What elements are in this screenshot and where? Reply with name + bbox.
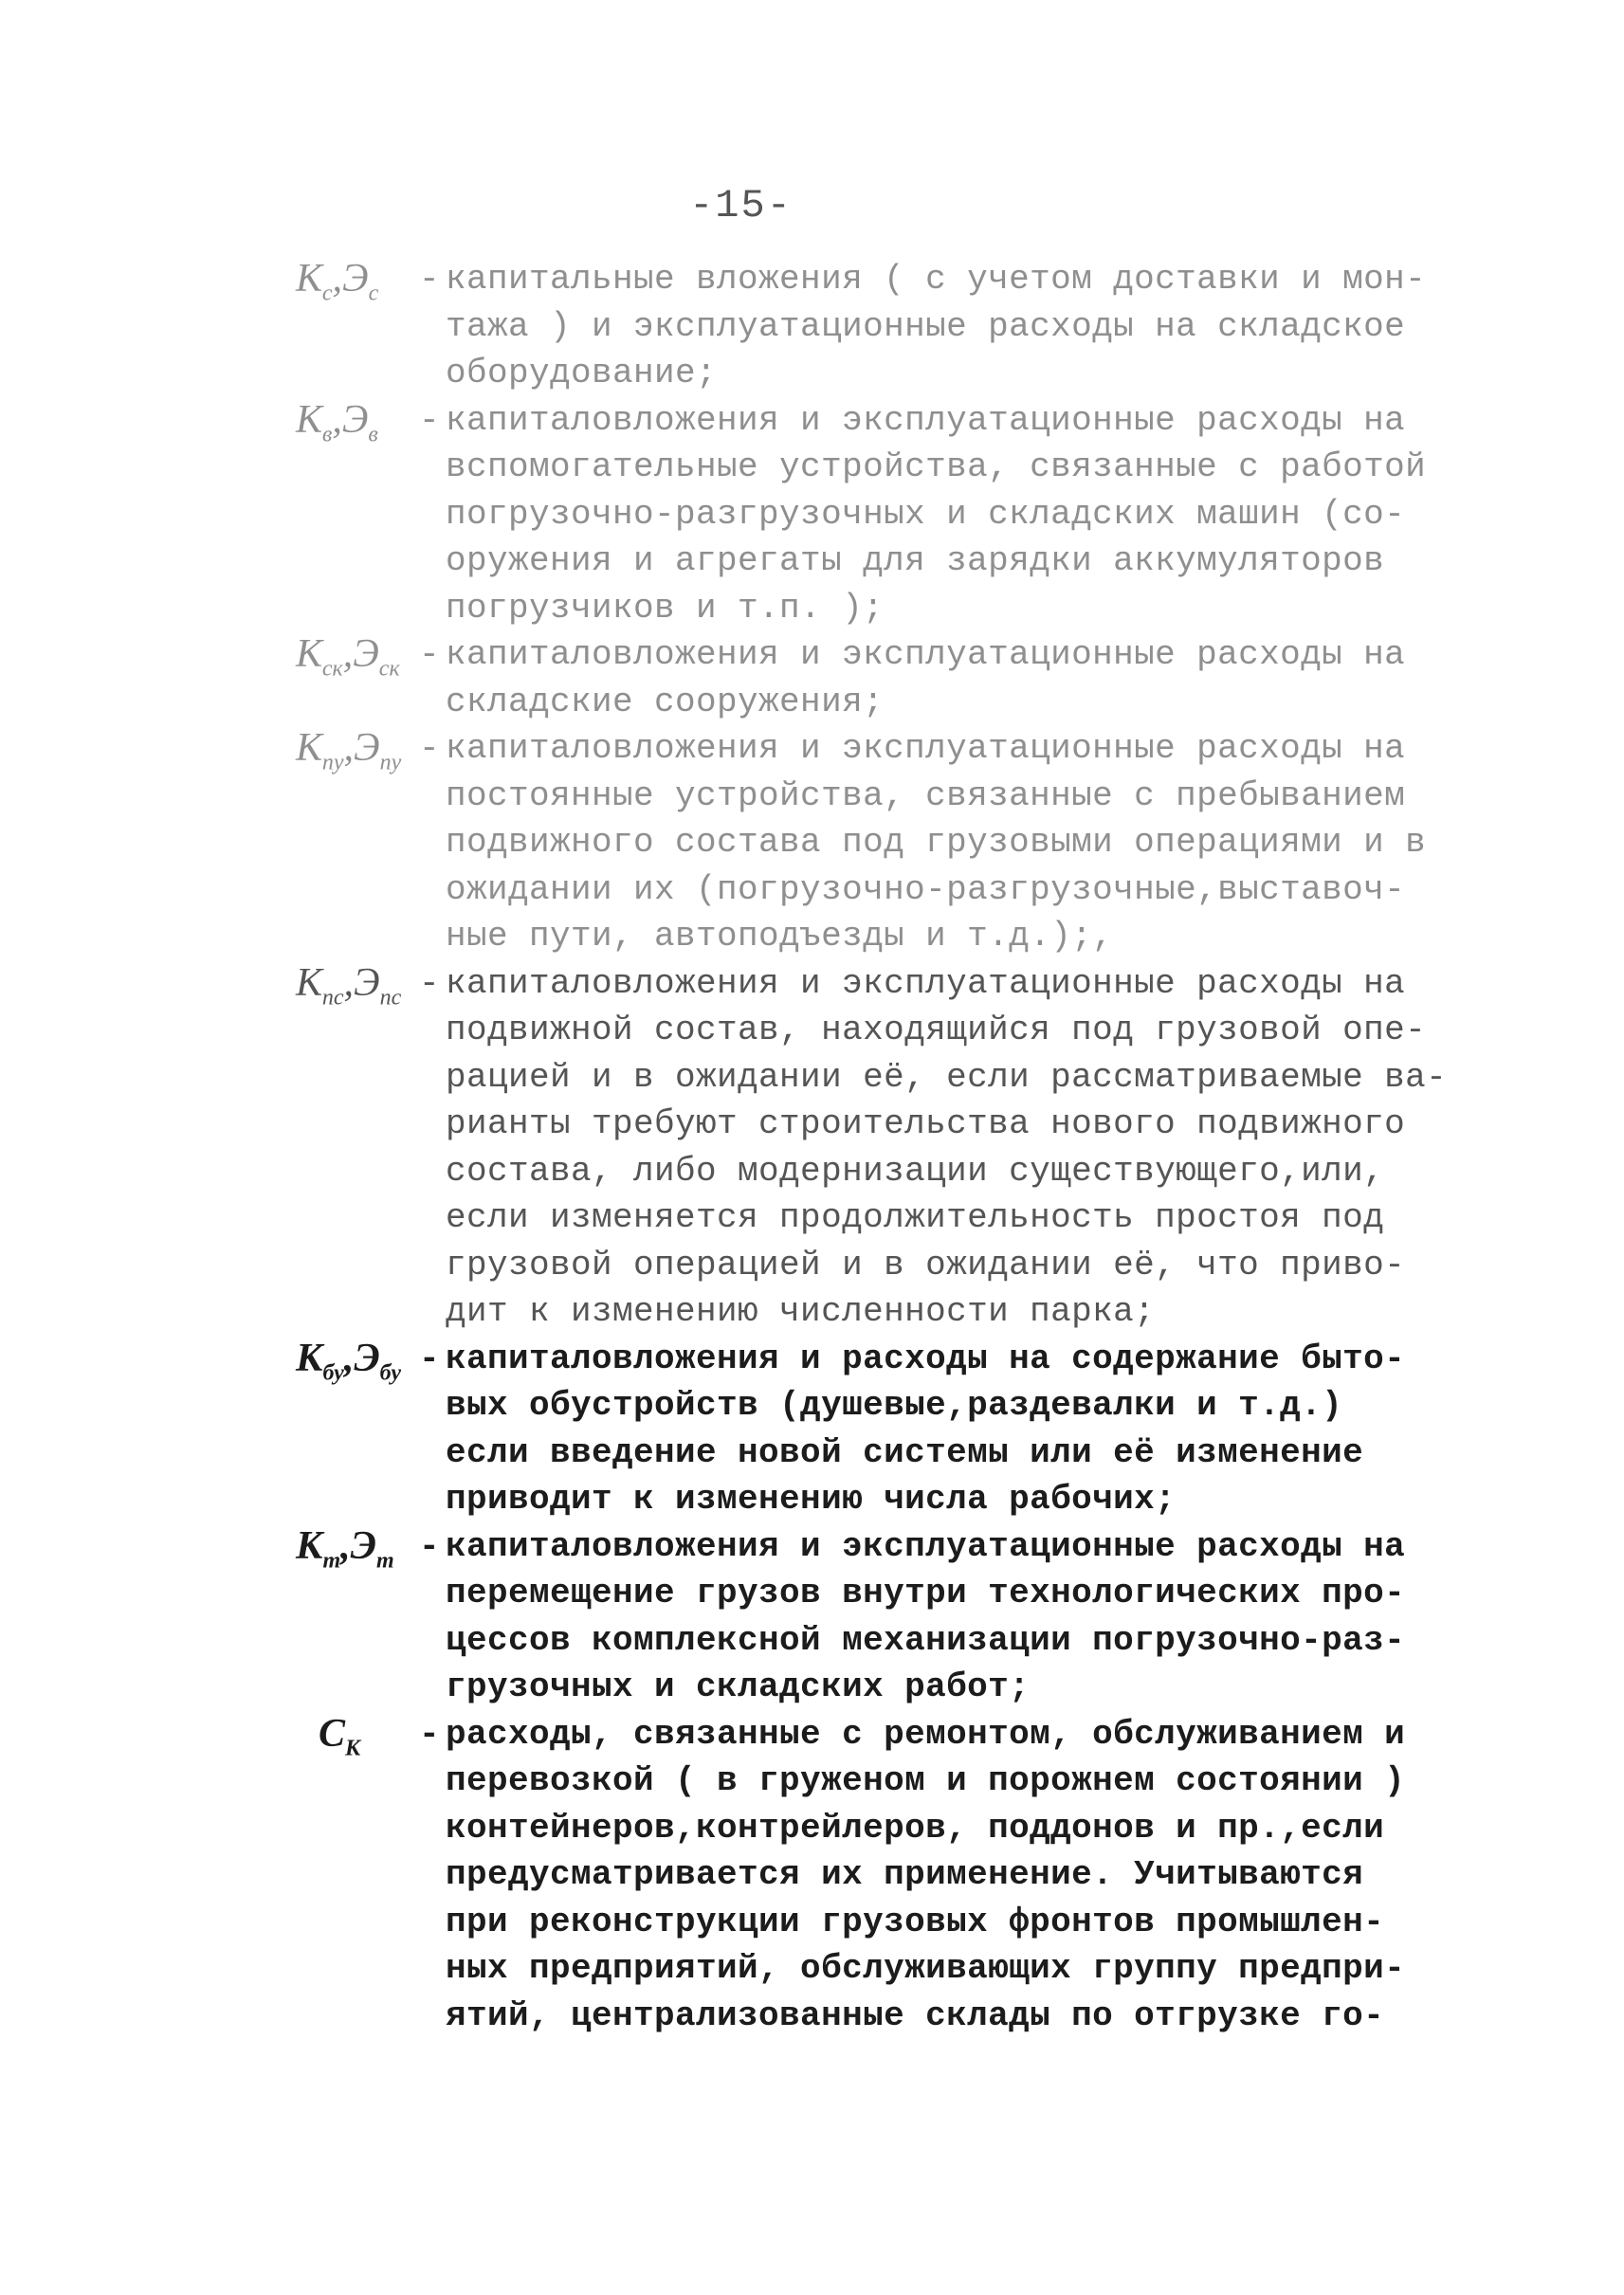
- symbol-kps-eps: [296, 960, 419, 1008]
- text-line: если изменяется продолжительность простоя под: [446, 1198, 1385, 1237]
- symbol-k: К: [296, 1336, 323, 1380]
- symbol-e: Э: [354, 726, 380, 770]
- text-line: вспомогательные устройства, связанные с работой: [446, 447, 1427, 486]
- text-line: при реконструкции грузовых фронтов промышлен-: [446, 1902, 1385, 1941]
- definition-dash: -: [419, 635, 440, 674]
- text-line: грузочных и складских работ;: [446, 1667, 1031, 1706]
- definition-entry-kc-ec: [296, 256, 1427, 397]
- definition-dash: -: [419, 729, 440, 768]
- text-line: капиталовложения и эксплуатационные расходы на: [446, 729, 1406, 768]
- symbol-c: С: [319, 1711, 346, 1756]
- symbol-separator: ,: [343, 726, 355, 770]
- text-line: ные пути, автоподъезды и т.д.);,: [446, 917, 1114, 956]
- definition-text: [446, 1523, 1405, 1711]
- text-line: рианты требуют строительства нового подвижного: [446, 1104, 1406, 1143]
- text-line: капиталовложения и расходы на содержание быто-: [446, 1339, 1406, 1378]
- definition-text: [446, 397, 1426, 632]
- text-line: перемещение грузов внутри технологических про-: [446, 1574, 1406, 1612]
- text-line: капиталовложения и эксплуатационные расходы на: [446, 635, 1406, 674]
- symbol-e: Э: [350, 1523, 377, 1568]
- symbol-kbu-ebu: [296, 1336, 419, 1383]
- symbol-k-subscript: ск: [321, 656, 343, 682]
- text-line: погрузочно-разгрузочных и складских машин (со-: [446, 494, 1406, 534]
- definition-dash: -: [419, 260, 440, 299]
- text-line: погрузчиков и т.п. );: [446, 588, 885, 628]
- definition-entry-kps-eps: [296, 960, 1448, 1336]
- symbol-separator: ,: [332, 257, 343, 301]
- definitions-list: [296, 256, 1448, 2039]
- symbol-e-subscript: ск: [378, 656, 400, 682]
- text-line: ных предприятий, обслуживающих группу предпри-: [446, 1949, 1406, 1988]
- symbol-e-subscript: пу: [379, 750, 402, 775]
- symbol-separator: ,: [343, 1336, 355, 1380]
- definition-dash: -: [419, 963, 440, 1003]
- definition-dash: -: [419, 1526, 440, 1566]
- definition-dash: -: [419, 1714, 440, 1754]
- text-line: капиталовложения и эксплуатационные расходы на: [446, 400, 1406, 440]
- symbol-k-subscript: в: [321, 421, 333, 446]
- text-line: ятий, централизованные склады по отгрузке го-: [446, 1995, 1385, 2035]
- symbol-k-subscript: с: [321, 281, 333, 306]
- text-line: капитальные вложения ( с учетом доставки и мон-: [446, 260, 1427, 299]
- symbol-e-subscript: т: [376, 1547, 394, 1573]
- symbol-separator: ,: [332, 397, 342, 442]
- definition-entry-kt-et: [296, 1523, 1406, 1711]
- definition-text: [446, 725, 1426, 960]
- text-line: подвижного состава под грузовыми операциями и в: [446, 823, 1427, 862]
- definition-entry-kv-ev: [296, 397, 1427, 632]
- symbol-k-subscript: пс: [321, 984, 344, 1010]
- symbol-k: К: [296, 257, 322, 301]
- definition-entry-kck-eck: [296, 631, 1406, 725]
- symbol-k-subscript: т: [322, 1547, 341, 1573]
- definition-text: [446, 1336, 1405, 1523]
- definition-text: [446, 960, 1447, 1336]
- page-number: -15-: [689, 183, 793, 228]
- definition-dash: -: [419, 400, 440, 440]
- text-line: состава, либо модернизации существующего,или,: [446, 1151, 1385, 1191]
- symbol-separator: ,: [340, 1523, 351, 1568]
- text-line: предусматривается их применение. Учитываются: [446, 1855, 1364, 1894]
- symbol-k: К: [296, 397, 322, 442]
- definition-entry-ck: [296, 1711, 1406, 2040]
- symbol-k: К: [296, 1523, 323, 1568]
- text-line: подвижной состав, находящийся под грузовой опе-: [446, 1011, 1427, 1049]
- symbol-e-subscript: в: [368, 421, 378, 446]
- symbol-e: Э: [354, 1336, 380, 1380]
- symbol-kc-ec: [296, 256, 419, 306]
- text-line: рацией и в ожидании её, если рассматриваемые ва-: [446, 1057, 1448, 1097]
- text-line: ожидании их (погрузочно-разгрузочные,выставоч-: [446, 869, 1406, 909]
- text-line: грузовой операцией и в ожидании её, что приво-: [446, 1245, 1406, 1284]
- symbol-e: Э: [341, 397, 369, 442]
- symbol-e-subscript: с: [368, 281, 379, 306]
- text-line: приводит к изменению числа рабочих;: [446, 1480, 1177, 1519]
- text-line: перевозкой ( в груженом и порожнем состоянии ): [446, 1761, 1406, 1800]
- text-line: оружения и агрегаты для зарядки аккумуляторов: [446, 541, 1385, 580]
- definition-entry-kbu-ebu: [296, 1336, 1406, 1523]
- symbol-e: Э: [354, 960, 380, 1005]
- text-line: если введение новой системы или её изменение: [446, 1432, 1364, 1472]
- text-line: капиталовложения и эксплуатационные расходы на: [446, 963, 1406, 1003]
- text-line: дит к изменению численности парка;: [446, 1292, 1156, 1331]
- symbol-k-subscript: бу: [322, 1359, 344, 1385]
- symbol-kpu-epu: [296, 725, 419, 773]
- symbol-e: Э: [353, 632, 379, 676]
- text-line: цессов комплексной механизации погрузочно-раз-: [446, 1620, 1406, 1660]
- text-line: контейнеров,контрейлеров, поддонов и пр.,если: [446, 1808, 1385, 1848]
- symbol-e: Э: [342, 257, 369, 301]
- text-line: постоянные устройства, связанные с пребыванием: [446, 775, 1406, 815]
- definition-entry-kpu-epu: [296, 725, 1427, 960]
- symbol-k: К: [296, 726, 322, 770]
- symbol-kck-eck: [296, 631, 419, 682]
- symbol-separator: ,: [343, 960, 355, 1005]
- text-line: складские сооружения;: [446, 682, 885, 721]
- symbol-c-subscript: К: [345, 1735, 361, 1760]
- symbol-kv-ev: [296, 397, 419, 445]
- text-line: расходы, связанные с ремонтом, обслуживанием и: [446, 1714, 1406, 1754]
- symbol-kt-et: [296, 1523, 419, 1571]
- text-line: капиталовложения и эксплуатационные расходы на: [446, 1526, 1406, 1566]
- text-line: оборудование;: [446, 354, 718, 392]
- symbol-ck: [296, 1711, 419, 1758]
- symbol-e-subscript: бу: [379, 1359, 401, 1385]
- definition-text: [446, 256, 1426, 397]
- definition-text: [446, 631, 1405, 725]
- text-line: вых обустройств (душевые,раздевалки и т.д.): [446, 1386, 1343, 1425]
- symbol-k-subscript: пу: [321, 750, 344, 775]
- definition-dash: -: [419, 1339, 440, 1378]
- symbol-e-subscript: пс: [379, 984, 402, 1010]
- symbol-k: К: [296, 632, 322, 676]
- definition-text: [446, 1711, 1405, 2040]
- text-line: тажа ) и эксплуатационные расходы на складское: [446, 306, 1406, 346]
- symbol-separator: ,: [342, 632, 354, 676]
- symbol-k: К: [296, 960, 322, 1005]
